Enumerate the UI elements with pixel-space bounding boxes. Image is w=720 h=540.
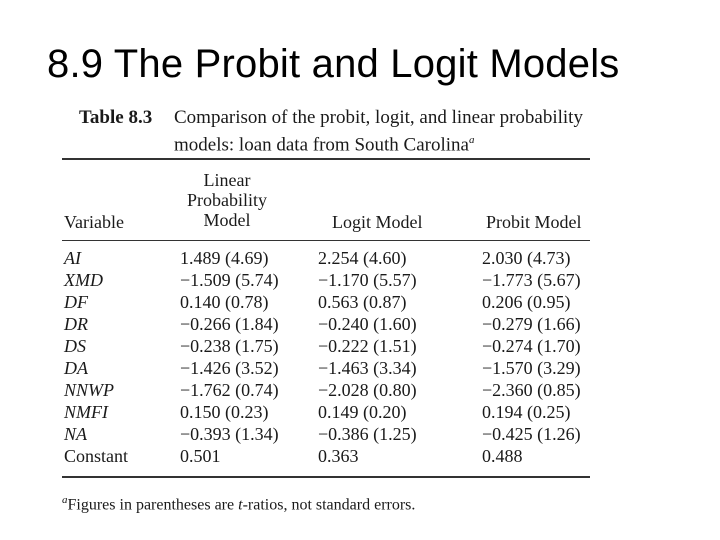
cell-variable: DR — [64, 314, 88, 334]
cell-logit: −2.028 (0.80) — [318, 380, 417, 400]
cell-linear: −1.509 (5.74) — [180, 270, 279, 290]
cell-logit: −0.222 (1.51) — [318, 336, 417, 356]
bottom-rule — [62, 476, 590, 478]
cell-linear: 0.150 (0.23) — [180, 402, 269, 422]
cell-logit: 0.149 (0.20) — [318, 402, 407, 422]
slide-title: 8.9 The Probit and Logit Models — [47, 42, 620, 86]
cell-probit: 2.030 (4.73) — [482, 248, 571, 268]
cell-linear: −0.238 (1.75) — [180, 336, 279, 356]
table-row — [62, 247, 594, 269]
cell-variable: NA — [64, 424, 88, 444]
cell-linear: −1.762 (0.74) — [180, 380, 279, 400]
footnote-t: t — [238, 496, 243, 514]
cell-linear: 0.140 (0.78) — [180, 292, 269, 312]
table-row — [62, 445, 594, 467]
cell-probit: 0.194 (0.25) — [482, 402, 571, 422]
header-logit: Logit Model — [332, 212, 423, 232]
header-rule — [62, 240, 590, 241]
header-linear-line-3: Model — [203, 210, 251, 230]
cell-logit: −1.463 (3.34) — [318, 358, 417, 378]
table-caption-text — [174, 106, 594, 156]
caption-line-2 — [174, 129, 594, 156]
footnote-marker: a — [62, 494, 68, 506]
cell-probit: −0.279 (1.66) — [482, 314, 581, 334]
cell-variable: NNWP — [64, 380, 115, 400]
header-variable: Variable — [64, 212, 124, 232]
table-row — [62, 401, 594, 423]
table-label: Table 8.3 — [79, 107, 153, 128]
cell-linear: −0.393 (1.34) — [180, 424, 279, 444]
cell-linear: −0.266 (1.84) — [180, 314, 279, 334]
cell-linear: 1.489 (4.69) — [180, 248, 269, 268]
cell-variable: DA — [64, 358, 88, 378]
header-linear-line-1: Linear — [203, 170, 251, 190]
cell-logit: 0.563 (0.87) — [318, 292, 407, 312]
cell-linear: 0.501 — [180, 446, 221, 466]
top-rule — [62, 158, 590, 160]
header-linear — [162, 170, 292, 230]
table-row — [62, 313, 594, 335]
cell-variable: NMFI — [64, 402, 108, 422]
cell-probit: 0.206 (0.95) — [482, 292, 571, 312]
cell-variable: XMD — [64, 270, 103, 290]
comparison-table — [62, 104, 594, 514]
footnote-text-pre: Figures in parentheses are — [67, 496, 239, 514]
caption-line-1: Comparison of the probit, logit, and linear probability — [174, 107, 583, 128]
cell-probit: −0.274 (1.70) — [482, 336, 581, 356]
table-row — [62, 291, 594, 313]
cell-logit: −1.170 (5.57) — [318, 270, 417, 290]
cell-logit: 0.363 — [318, 446, 359, 466]
caption-line-2-text: models: loan data from South Carolina — [174, 134, 469, 156]
footnote-text-post: -ratios, not standard errors. — [242, 496, 416, 514]
header-probit: Probit Model — [486, 212, 582, 232]
cell-variable: Constant — [64, 446, 129, 466]
table-footnote — [62, 494, 415, 514]
cell-probit: −2.360 (0.85) — [482, 380, 581, 400]
table-row — [62, 357, 594, 379]
table-row — [62, 423, 594, 445]
caption-footnote-marker: a — [468, 134, 475, 146]
cell-logit: −0.240 (1.60) — [318, 314, 417, 334]
table-row — [62, 335, 594, 357]
header-linear-line-2: Probability — [187, 190, 267, 210]
cell-variable: AI — [64, 248, 81, 268]
cell-probit: −1.773 (5.67) — [482, 270, 581, 290]
cell-variable: DS — [64, 336, 86, 356]
cell-variable: DF — [64, 292, 88, 312]
table-row — [62, 379, 594, 401]
cell-logit: 2.254 (4.60) — [318, 248, 407, 268]
cell-probit: −0.425 (1.26) — [482, 424, 581, 444]
table-row — [62, 269, 594, 291]
cell-probit: −1.570 (3.29) — [482, 358, 581, 378]
cell-probit: 0.488 — [482, 446, 523, 466]
cell-logit: −0.386 (1.25) — [318, 424, 417, 444]
table-caption — [62, 104, 594, 156]
cell-linear: −1.426 (3.52) — [180, 358, 279, 378]
